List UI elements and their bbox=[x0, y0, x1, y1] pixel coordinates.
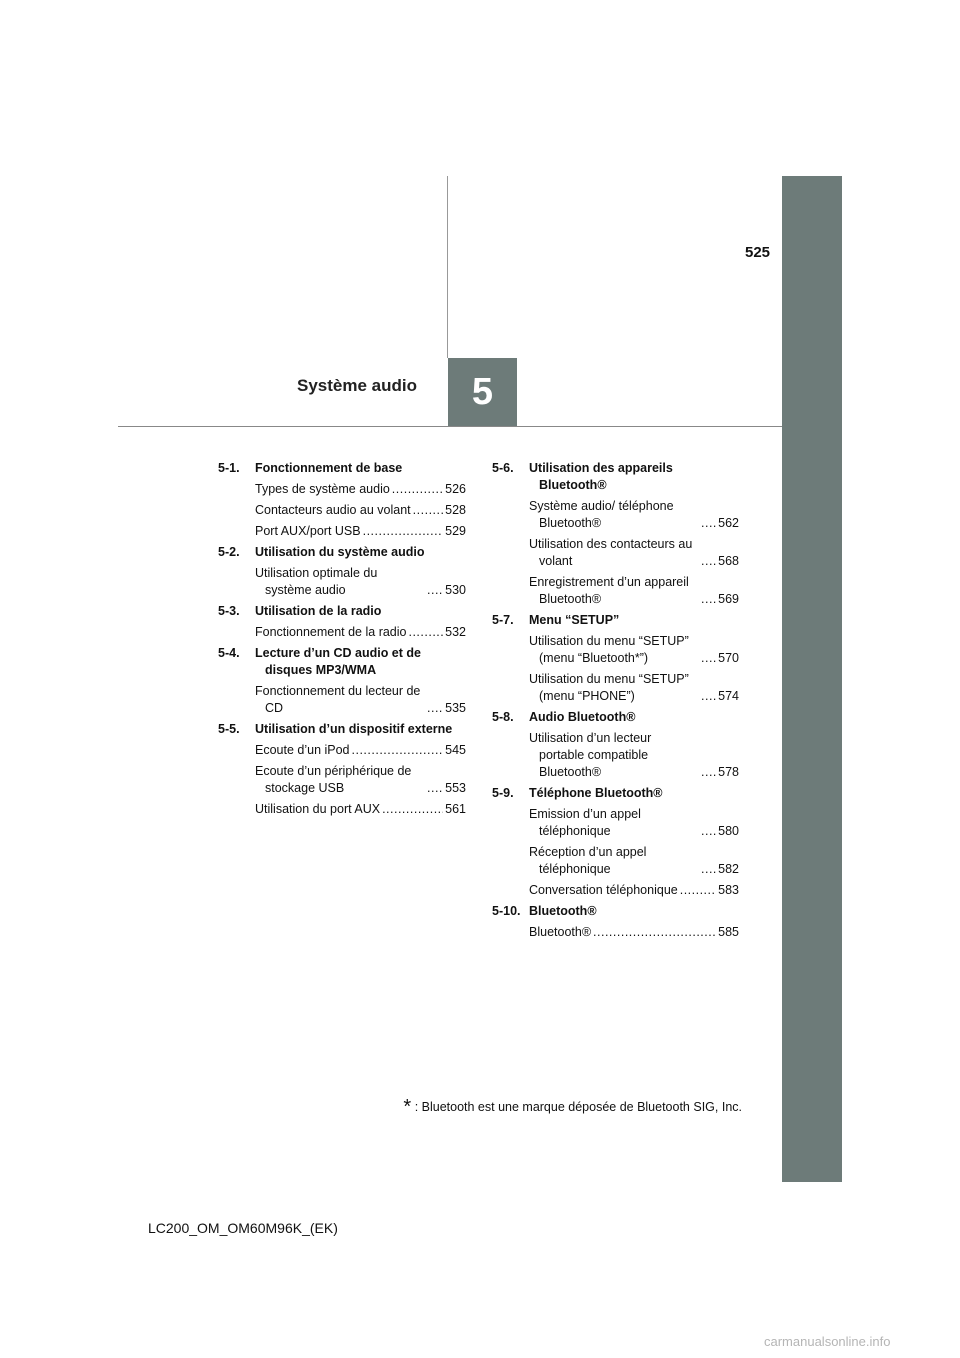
toc-entry[interactable] bbox=[492, 730, 739, 781]
toc-entry-page: 528 bbox=[445, 503, 466, 517]
header-divider-horizontal bbox=[118, 426, 782, 427]
leader-dots bbox=[427, 582, 443, 599]
chapter-number-badge: 5 bbox=[448, 358, 517, 426]
section-title: Téléphone Bluetooth® bbox=[529, 786, 663, 800]
section-number: 5-6. bbox=[492, 461, 514, 475]
toc-entry-page: 535 bbox=[445, 701, 466, 715]
toc-entry-title: Ecoute d’un périphérique de stockage USB bbox=[255, 764, 412, 795]
leader-dots bbox=[701, 515, 716, 532]
toc-entry[interactable] bbox=[218, 481, 466, 498]
toc-entry-page: 580 bbox=[718, 824, 739, 838]
section-heading bbox=[218, 460, 466, 477]
leader-dots bbox=[427, 780, 443, 797]
toc-section bbox=[218, 721, 466, 818]
page-number: 525 bbox=[745, 244, 771, 261]
toc-section bbox=[492, 785, 739, 899]
leader-dots bbox=[701, 861, 716, 878]
toc-entry-title: Conversation téléphonique bbox=[529, 883, 678, 897]
header-divider-vertical bbox=[447, 176, 448, 358]
document-code: LC200_OM_OM60M96K_(EK) bbox=[148, 1220, 338, 1236]
toc-entry-title: Types de système audio bbox=[255, 482, 390, 496]
section-heading bbox=[492, 709, 739, 726]
toc-entry[interactable] bbox=[218, 523, 466, 540]
leader-dots bbox=[382, 801, 443, 818]
section-heading bbox=[218, 544, 466, 561]
section-number: 5-5. bbox=[218, 722, 240, 736]
toc-section bbox=[218, 603, 466, 641]
toc-entry-page: 585 bbox=[718, 925, 739, 939]
section-title: Utilisation des appareils Bluetooth® bbox=[529, 461, 673, 492]
toc-entry[interactable] bbox=[492, 633, 739, 667]
toc-entry[interactable] bbox=[218, 763, 466, 797]
toc-entry[interactable] bbox=[218, 624, 466, 641]
section-title: Audio Bluetooth® bbox=[529, 710, 636, 724]
leader-dots bbox=[701, 764, 716, 781]
toc-entry-title: Port AUX/port USB bbox=[255, 524, 361, 538]
toc-entry-title: Fonctionnement du lecteur de CD bbox=[255, 684, 421, 715]
toc-column-right bbox=[492, 460, 739, 945]
leader-dots bbox=[363, 523, 444, 540]
leader-dots bbox=[701, 553, 716, 570]
section-title: Bluetooth® bbox=[529, 904, 597, 918]
toc-entry-title: Fonctionnement de la radio bbox=[255, 625, 407, 639]
toc-entry-title: Ecoute d’un iPod bbox=[255, 743, 350, 757]
toc-entry-title: Emission d’un appel téléphonique bbox=[529, 807, 641, 838]
section-number: 5-1. bbox=[218, 461, 240, 475]
section-title: Utilisation d’un dispositif externe bbox=[255, 722, 453, 736]
toc-entry-title: Contacteurs audio au volant bbox=[255, 503, 411, 517]
leader-dots bbox=[413, 502, 443, 519]
toc-entry-page: 568 bbox=[718, 554, 739, 568]
footnote bbox=[370, 1096, 742, 1119]
toc-entry[interactable] bbox=[492, 536, 739, 570]
leader-dots bbox=[392, 481, 443, 498]
toc-column-left bbox=[218, 460, 466, 822]
section-title: Lecture d’un CD audio et de disques MP3/WMA bbox=[255, 646, 421, 677]
leader-dots bbox=[701, 823, 716, 840]
toc-entry-page: 583 bbox=[718, 883, 739, 897]
leader-dots bbox=[680, 882, 716, 899]
section-heading bbox=[492, 612, 739, 629]
footnote-text: : Bluetooth est une marque déposée de Bluetooth SIG, Inc. bbox=[414, 1099, 742, 1114]
toc-entry[interactable] bbox=[492, 574, 739, 608]
toc-entry-title: Bluetooth® bbox=[529, 925, 592, 939]
section-number: 5-3. bbox=[218, 604, 240, 618]
toc-entry[interactable] bbox=[218, 801, 466, 818]
toc-entry[interactable] bbox=[492, 882, 739, 899]
toc-entry-page: 529 bbox=[445, 524, 466, 538]
section-number: 5-10. bbox=[492, 904, 521, 918]
toc-entry-title: Système audio/ téléphone Bluetooth® bbox=[529, 499, 674, 530]
watermark: carmanualsonline.info bbox=[764, 1334, 891, 1349]
toc-entry-title: Enregistrement d’un appareil Bluetooth® bbox=[529, 575, 689, 606]
toc-entry[interactable] bbox=[492, 844, 739, 878]
leader-dots bbox=[427, 700, 443, 717]
section-number: 5-8. bbox=[492, 710, 514, 724]
section-heading bbox=[218, 721, 466, 738]
toc-entry-page: 574 bbox=[718, 689, 739, 703]
toc-entry-page: 570 bbox=[718, 651, 739, 665]
section-title: Utilisation du système audio bbox=[255, 545, 425, 559]
toc-section bbox=[218, 645, 466, 717]
toc-section bbox=[492, 903, 739, 941]
section-heading bbox=[218, 645, 466, 679]
section-heading bbox=[492, 460, 739, 494]
section-heading bbox=[218, 603, 466, 620]
leader-dots bbox=[408, 624, 443, 641]
footnote-mark: * bbox=[403, 1096, 412, 1118]
leader-dots bbox=[701, 591, 716, 608]
leader-dots bbox=[352, 742, 444, 759]
leader-dots bbox=[701, 650, 716, 667]
toc-entry-page: 545 bbox=[445, 743, 466, 757]
toc-entry[interactable] bbox=[218, 683, 466, 717]
toc-section bbox=[492, 460, 739, 608]
toc-entry[interactable] bbox=[492, 671, 739, 705]
toc-section bbox=[218, 460, 466, 540]
section-heading bbox=[492, 785, 739, 802]
section-number: 5-7. bbox=[492, 613, 514, 627]
toc-entry-title: Réception d’un appel téléphonique bbox=[529, 845, 647, 876]
toc-entry[interactable] bbox=[218, 565, 466, 599]
toc-entry-page: 530 bbox=[445, 583, 466, 597]
section-title: Fonctionnement de base bbox=[255, 461, 403, 475]
toc-entry-title: Utilisation des contacteurs au volant bbox=[529, 537, 693, 568]
toc-entry-title: Utilisation optimale du système audio bbox=[255, 566, 378, 597]
toc-entry-page: 578 bbox=[718, 765, 739, 779]
toc-section bbox=[218, 544, 466, 599]
toc-entry-title: Utilisation du port AUX bbox=[255, 802, 381, 816]
section-number: 5-2. bbox=[218, 545, 240, 559]
section-number: 5-9. bbox=[492, 786, 514, 800]
toc-entry-page: 561 bbox=[445, 802, 466, 816]
toc-entry-page: 582 bbox=[718, 862, 739, 876]
leader-dots bbox=[701, 688, 716, 705]
toc-entry[interactable] bbox=[492, 806, 739, 840]
toc-entry[interactable] bbox=[218, 742, 466, 759]
leader-dots bbox=[593, 924, 716, 941]
toc-entry-page: 532 bbox=[445, 625, 466, 639]
toc-entry-title: Utilisation d’un lecteur portable compatible Bluetooth® bbox=[529, 731, 652, 779]
toc-entry[interactable] bbox=[218, 502, 466, 519]
toc-entry-page: 569 bbox=[718, 592, 739, 606]
toc-entry[interactable] bbox=[492, 498, 739, 532]
toc-section bbox=[492, 709, 739, 781]
toc-section bbox=[492, 612, 739, 705]
toc-entry-page: 553 bbox=[445, 781, 466, 795]
section-title: Menu “SETUP” bbox=[529, 613, 620, 627]
section-heading bbox=[492, 903, 739, 920]
toc-entry-page: 562 bbox=[718, 516, 739, 530]
toc-entry[interactable] bbox=[492, 924, 739, 941]
chapter-title: Système audio bbox=[297, 376, 417, 395]
section-title: Utilisation de la radio bbox=[255, 604, 382, 618]
chapter-side-tab bbox=[782, 176, 842, 1182]
toc-entry-title: Utilisation du menu “SETUP” (menu “PHONE”) bbox=[529, 672, 689, 703]
section-number: 5-4. bbox=[218, 646, 240, 660]
toc-entry-title: Utilisation du menu “SETUP” (menu “Bluetooth*”) bbox=[529, 634, 689, 665]
toc-entry-page: 526 bbox=[445, 482, 466, 496]
